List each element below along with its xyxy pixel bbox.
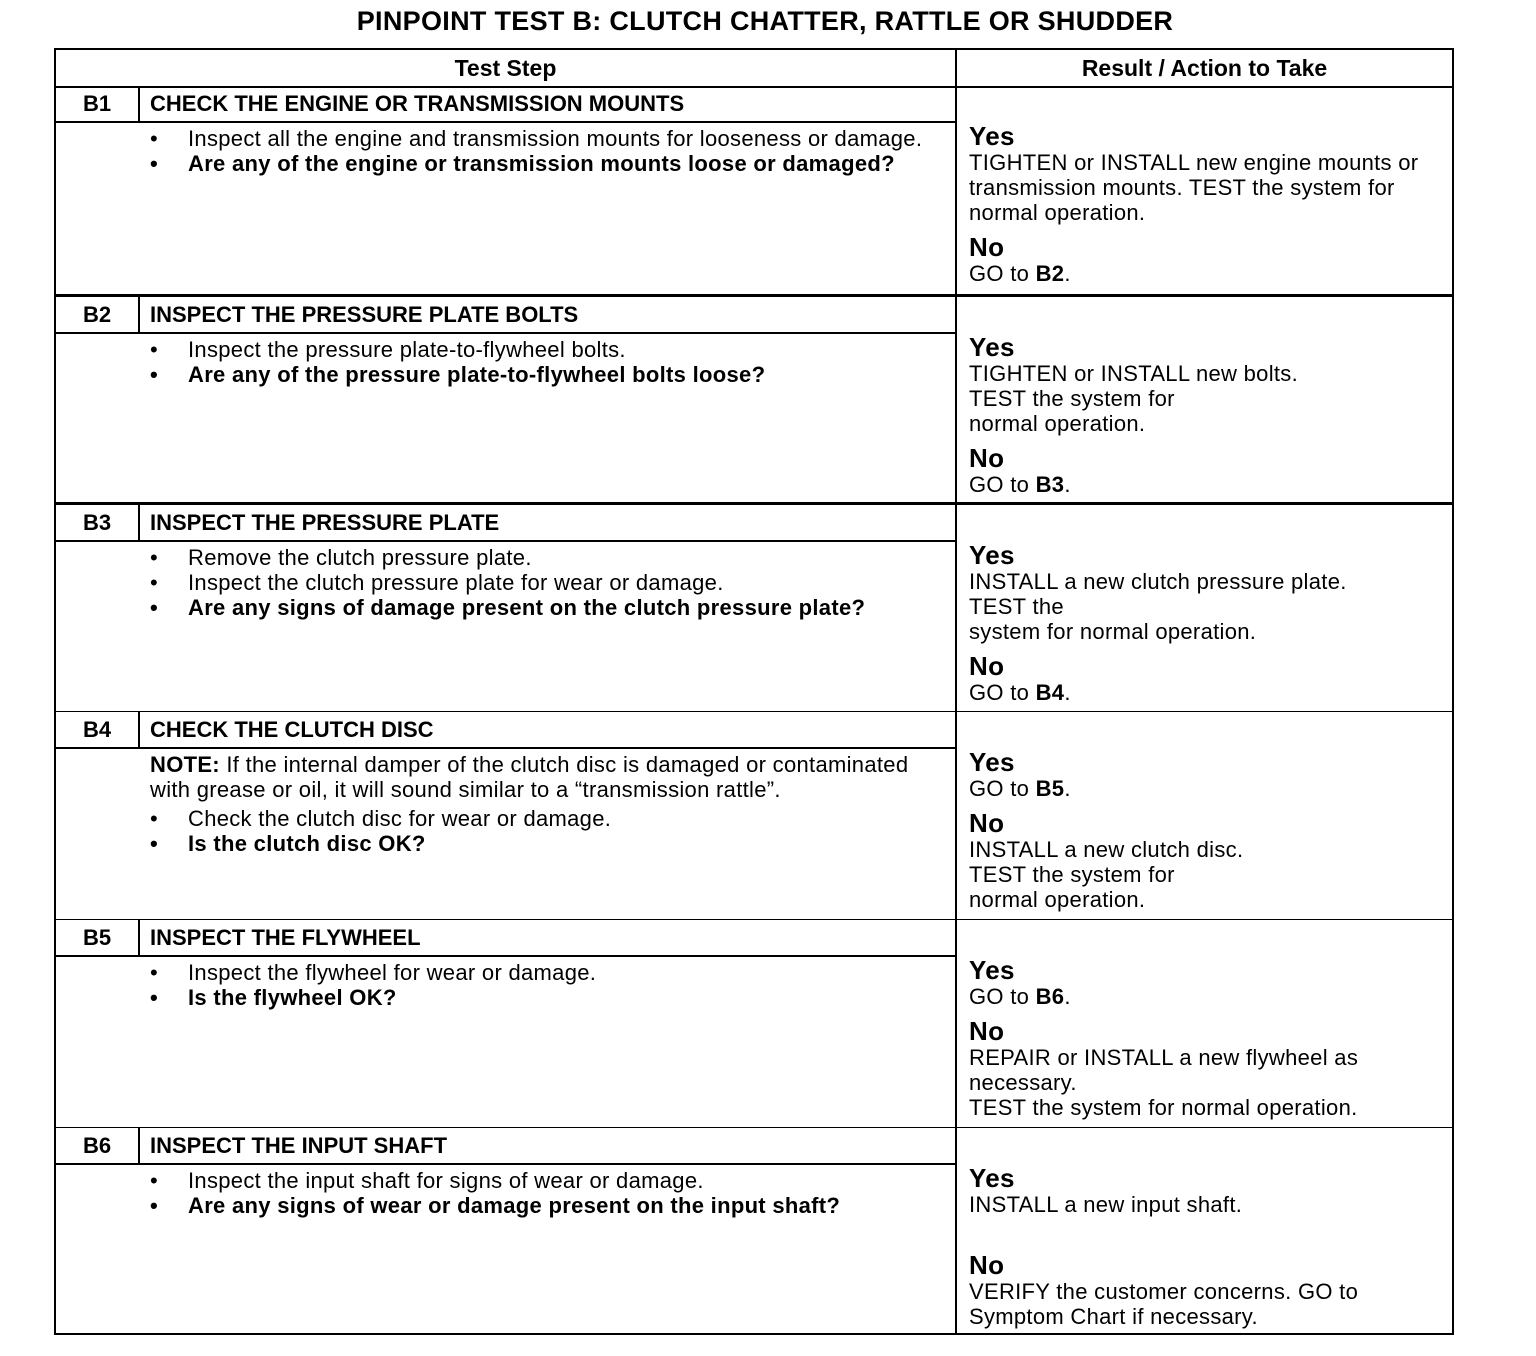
yes-action-text: GO to bbox=[969, 984, 1036, 1009]
step-body bbox=[56, 957, 957, 1127]
yes-action-line: INSTALL a new clutch pressure plate. bbox=[969, 569, 1347, 594]
step-heading: INSPECT THE PRESSURE PLATE bbox=[140, 505, 957, 542]
yes-action-line: normal operation. bbox=[969, 411, 1146, 436]
no-action bbox=[969, 680, 1444, 705]
result-cell bbox=[957, 920, 1452, 1127]
step-row-b4 bbox=[56, 711, 1452, 919]
yes-label: Yes bbox=[969, 955, 1015, 985]
note-text: If the internal damper of the clutch disc is damaged or contaminated with grease or oil, it will sound similar to a “transmission rattle”. bbox=[150, 752, 909, 802]
yes-action-suffix: . bbox=[1064, 984, 1071, 1009]
result-cell bbox=[957, 712, 1452, 919]
no-label: No bbox=[969, 1250, 1005, 1280]
step-id: B5 bbox=[56, 920, 140, 957]
step-bullet: • Inspect the pressure plate-to-flywheel bolts. bbox=[150, 337, 925, 362]
step-question: • Is the flywheel OK? bbox=[150, 985, 925, 1010]
yes-action-suffix: . bbox=[1064, 776, 1071, 801]
result-cell bbox=[957, 86, 1452, 294]
step-row-b1 bbox=[56, 86, 1452, 294]
step-heading: INSPECT THE PRESSURE PLATE BOLTS bbox=[140, 297, 957, 334]
yes-action bbox=[969, 776, 1444, 801]
no-action-line: TEST the system for normal operation. bbox=[969, 1095, 1358, 1120]
yes-label: Yes bbox=[969, 747, 1015, 777]
no-action-text: GO to bbox=[969, 472, 1036, 497]
no-action-ref: B3 bbox=[1035, 472, 1065, 497]
step-question: • Are any signs of wear or damage present on the input shaft? bbox=[150, 1193, 925, 1218]
step-id: B6 bbox=[56, 1128, 140, 1165]
step-body bbox=[56, 334, 957, 502]
step-row-b5 bbox=[56, 919, 1452, 1127]
no-action bbox=[969, 261, 1444, 286]
no-action-ref: B2 bbox=[1035, 261, 1065, 286]
no-label: No bbox=[969, 443, 1005, 473]
step-body bbox=[56, 1165, 957, 1333]
no-action-line: INSTALL a new clutch disc. bbox=[969, 837, 1244, 862]
step-question: • Are any of the pressure plate-to-flywheel bolts loose? bbox=[150, 362, 925, 387]
no-action-line: REPAIR or INSTALL a new flywheel as necessary. bbox=[969, 1045, 1359, 1095]
yes-action-line: TEST the system for bbox=[969, 386, 1175, 411]
page-title: PINPOINT TEST B: CLUTCH CHATTER, RATTLE OR SHUDDER bbox=[356, 6, 1174, 36]
no-action-text: GO to bbox=[969, 261, 1036, 286]
step-body bbox=[56, 749, 957, 919]
no-action-suffix: . bbox=[1064, 680, 1071, 705]
no-action-line: normal operation. bbox=[969, 887, 1146, 912]
yes-action-text: GO to bbox=[969, 776, 1036, 801]
step-bullet: • Inspect the clutch pressure plate for wear or damage. bbox=[150, 570, 925, 595]
step-row-b6 bbox=[56, 1127, 1452, 1333]
yes-action-ref: B6 bbox=[1035, 984, 1065, 1009]
step-id: B1 bbox=[56, 86, 140, 123]
yes-action: INSTALL a new input shaft. bbox=[969, 1192, 1243, 1217]
yes-label: Yes bbox=[969, 332, 1015, 362]
step-id: B2 bbox=[56, 297, 140, 334]
note-label: NOTE: bbox=[150, 752, 220, 777]
step-bullet: • Inspect the input shaft for signs of wear or damage. bbox=[150, 1168, 925, 1193]
pinpoint-test-table bbox=[54, 48, 1454, 1335]
yes-action bbox=[969, 984, 1444, 1009]
yes-action-line: system for normal operation. bbox=[969, 619, 1257, 644]
result-cell bbox=[957, 1128, 1452, 1333]
yes-action-ref: B5 bbox=[1035, 776, 1065, 801]
step-row-b2 bbox=[56, 294, 1452, 502]
no-action-suffix: . bbox=[1064, 261, 1071, 286]
header-test-step: Test Step bbox=[56, 50, 957, 86]
step-heading: INSPECT THE INPUT SHAFT bbox=[140, 1128, 957, 1165]
yes-action-line: TIGHTEN or INSTALL new bolts. bbox=[969, 361, 1299, 386]
step-id: B4 bbox=[56, 712, 140, 749]
header-result-action: Result / Action to Take bbox=[1081, 55, 1328, 81]
yes-action: TIGHTEN or INSTALL new engine mounts or transmission mounts. TEST the system for normal operation. bbox=[969, 150, 1419, 225]
step-row-b3 bbox=[56, 502, 1452, 711]
step-bullet: • Inspect all the engine and transmission mounts for looseness or damage. bbox=[150, 126, 925, 151]
yes-label: Yes bbox=[969, 540, 1015, 570]
result-cell bbox=[957, 297, 1452, 502]
no-label: No bbox=[969, 1016, 1005, 1046]
step-question: • Is the clutch disc OK? bbox=[150, 831, 925, 856]
table-header bbox=[56, 50, 1452, 88]
yes-label: Yes bbox=[969, 1163, 1015, 1193]
step-body bbox=[56, 542, 957, 711]
step-body bbox=[56, 123, 957, 294]
yes-action-line: TEST the bbox=[969, 594, 1064, 619]
step-heading: CHECK THE ENGINE OR TRANSMISSION MOUNTS bbox=[140, 86, 957, 123]
no-action-suffix: . bbox=[1064, 472, 1071, 497]
no-action-ref: B4 bbox=[1035, 680, 1065, 705]
no-label: No bbox=[969, 232, 1005, 262]
no-action: VERIFY the customer concerns. GO to Symptom Chart if necessary. bbox=[969, 1279, 1359, 1329]
step-note bbox=[150, 752, 925, 802]
step-id: B3 bbox=[56, 505, 140, 542]
no-action-line: TEST the system for bbox=[969, 862, 1175, 887]
no-label: No bbox=[969, 808, 1005, 838]
step-bullet: • Inspect the flywheel for wear or damage. bbox=[150, 960, 925, 985]
step-question: • Are any of the engine or transmission mounts loose or damaged? bbox=[150, 151, 925, 176]
no-label: No bbox=[969, 651, 1005, 681]
no-action-text: GO to bbox=[969, 680, 1036, 705]
yes-label: Yes bbox=[969, 121, 1015, 151]
step-heading: INSPECT THE FLYWHEEL bbox=[140, 920, 957, 957]
step-heading: CHECK THE CLUTCH DISC bbox=[140, 712, 957, 749]
step-bullet: • Check the clutch disc for wear or damage. bbox=[150, 806, 925, 831]
no-action bbox=[969, 472, 1444, 497]
step-bullet: • Remove the clutch pressure plate. bbox=[150, 545, 925, 570]
step-question: • Are any signs of damage present on the clutch pressure plate? bbox=[150, 595, 925, 620]
result-cell bbox=[957, 505, 1452, 711]
